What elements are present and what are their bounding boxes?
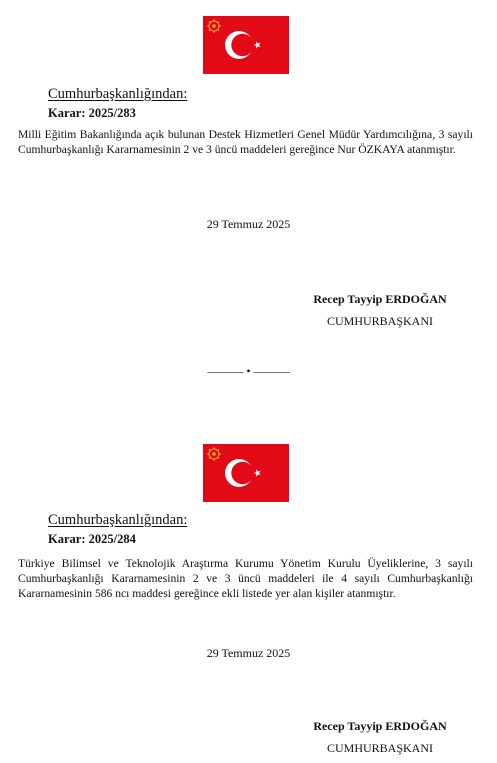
signer-name: Recep Tayyip ERDOĞAN [313,292,447,306]
decision-number: Karar: 2025/283 [48,106,136,120]
decision-number: Karar: 2025/284 [48,532,136,546]
turkish-flag-icon [203,16,289,74]
decree-body: Milli Eğitim Bakanlığında açık bulunan Destek Hizmetleri Genel Müdür Yardımcılığına, 3 sayılı Cumhurbaşkanlığı Kararnamesinin 2 ve 3 üncü maddeleri gereğince Nur ÖZKAYA atanmıştır. [18,128,473,156]
signer-title: CUMHURBAŞKANI [326,314,433,328]
signer-title: CUMHURBAŞKANI [326,741,433,755]
section-separator: ——— • ——— [207,364,290,378]
decree-body: Türkiye Bilimsel ve Teknolojik Araştırma Kurumu Yönetim Kurulu Üyeliklerine, 3 sayılı Cumhurbaşkanlığı Kararnamesinin 2 ve 3 üncü maddeleri ile 4 sayılı Cumhurbaşkanlığı Kararnamesinin 586 ncı maddesi gereğince ekli listede yer alan kişiler atanmıştır. [18,557,473,600]
institution-heading: Cumhurbaşkanlığından: [48,86,188,102]
decree-date: 29 Temmuz 2025 [206,217,291,231]
institution-heading: Cumhurbaşkanlığından: [48,512,188,528]
decree-date: 29 Temmuz 2025 [206,646,291,660]
turkish-flag-icon [203,444,289,502]
signer-name: Recep Tayyip ERDOĞAN [313,719,447,733]
